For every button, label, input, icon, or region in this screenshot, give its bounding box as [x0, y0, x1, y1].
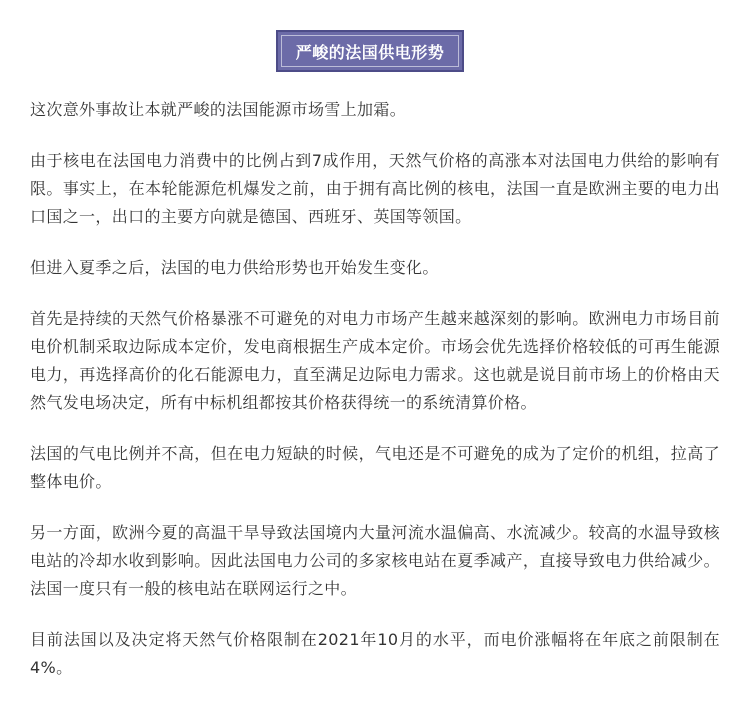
paragraph-1: 这次意外事故让本就严峻的法国能源市场雪上加霜。 — [30, 100, 407, 119]
section-heading: 严峻的法国供电形势 — [295, 42, 445, 62]
paragraph-5: 法国的气电比例并不高，但在电力短缺的时候，气电还是不可避免的成为了定价的机组，拉高了整体电价。 — [30, 444, 720, 491]
paragraph-6: 另一方面，欧洲今夏的高温干旱导致法国境内大量河流水温偏高、水流减少。较高的水温导致核电站的冷却水收到影响。因此法国电力公司的多家核电站在夏季减产，直接导致电力供给减少。法国一度只有一般的核电站在联网运行之中。 — [30, 523, 720, 598]
paragraph-7: 目前法国以及决定将天然气价格限制在2021年10月的水平，而电价涨幅将在年底之前限制在4%。 — [30, 630, 720, 677]
article-body — [30, 96, 720, 705]
paragraph-3: 但进入夏季之后，法国的电力供给形势也开始发生变化。 — [30, 258, 439, 277]
section-heading-box — [276, 30, 464, 72]
paragraph-4: 首先是持续的天然气价格暴涨不可避免的对电力市场产生越来越深刻的影响。欧洲电力市场目前电价机制采取边际成本定价，发电商根据生产成本定价。市场会优先选择价格较低的可再生能源电力，再选择高价的化石能源电力，直至满足边际电力需求。这也就是说目前市场上的价格由天然气发电场决定，所有中标机组都按其价格获得统一的系统清算价格。 — [30, 309, 720, 412]
paragraph-2: 由于核电在法国电力消费中的比例占到7成作用，天然气价格的高涨本对法国电力供给的影响有限。事实上，在本轮能源危机爆发之前，由于拥有高比例的核电，法国一直是欧洲主要的电力出口国之一，出口的主要方向就是德国、西班牙、英国等领国。 — [30, 151, 720, 226]
